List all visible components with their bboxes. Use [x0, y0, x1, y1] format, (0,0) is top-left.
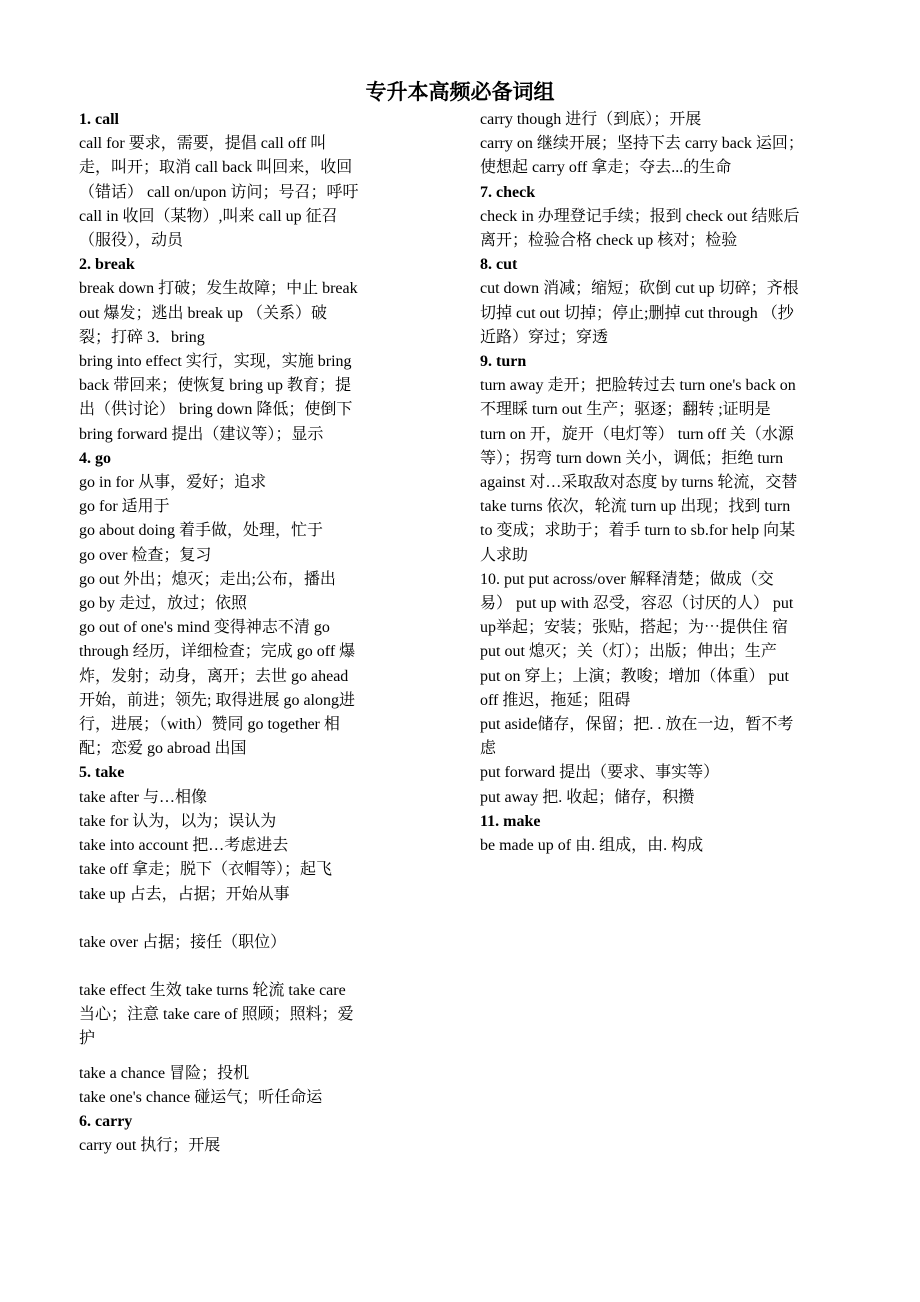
text-line: go in for 从事，爱好；追求: [79, 474, 267, 492]
text-line: put on 穿上；上演；教唆；增加（体重） put: [480, 667, 789, 685]
text-line: 走，叫开；取消 call back 叫回来，收回: [79, 159, 353, 177]
document-title: 专升本高频必备词组: [365, 80, 555, 104]
text-line: call in 收回（某物）,叫来 call up 征召: [79, 207, 338, 225]
text-line: 出（供讨论） bring down 降低；使倒下: [79, 401, 353, 419]
text-line: call for 要求，需要，提倡 call off 叫: [79, 135, 327, 153]
text-line: take a chance 冒险；投机: [79, 1064, 250, 1082]
text-line: go out 外出；熄灭；走出;公布，播出: [79, 570, 336, 588]
section-heading-go: 4. go: [79, 449, 111, 467]
section-heading-make: 11. make: [480, 812, 541, 830]
text-line: 护: [79, 1030, 96, 1048]
text-line: go for 适用于: [79, 498, 170, 516]
text-line: take over 占据；接任（职位）: [79, 933, 287, 951]
text-line: turn away 走开；把脸转过去 turn one's back on: [480, 377, 796, 395]
section-heading-check: 7. check: [480, 183, 536, 201]
text-line: take turns 依次，轮流 turn up 出现；找到 turn: [480, 498, 791, 516]
text-line: put forward 提出（要求、事实等）: [480, 764, 720, 782]
text-line: break down 打破；发生故障；中止 break: [79, 280, 358, 298]
text-line: go out of one's mind 变得神志不清 go: [79, 619, 330, 637]
text-line: bring forward 提出（建议等）；显示: [79, 425, 324, 443]
text-line: 裂；打碎 3．bring: [79, 328, 205, 346]
text-line: 易） put up with 忍受，容忍（讨厌的人） put: [480, 595, 794, 613]
text-line: 当心；注意 take care of 照顾；照料；爱: [79, 1006, 354, 1024]
text-line: take effect 生效 take turns 轮流 take care: [79, 981, 346, 999]
text-line: take one's chance 碰运气；听任命运: [79, 1088, 323, 1106]
text-line: 配；恋爱 go abroad 出国: [79, 740, 247, 758]
text-line: （错话） call on/upon 访问；号召；呼吁: [79, 183, 359, 201]
text-line: up举起；安装；张贴，搭起；为⋯提供住 宿: [480, 619, 789, 637]
text-line: go by 走过，放过；依照: [79, 595, 248, 613]
text-line: put away 把. 收起；储存，积攒: [480, 788, 695, 806]
right-column: [480, 108, 858, 858]
text-line: take after 与…相像: [79, 788, 207, 806]
text-line: off 推迟，拖延；阻碍: [480, 691, 631, 709]
section-heading-call: 1. call: [79, 111, 119, 128]
text-line: carry out 执行；开展: [79, 1137, 221, 1155]
section-heading-put: 10. put put across/over 解释清楚；做成（交: [480, 570, 774, 588]
text-line: turn on 开，旋开（电灯等） turn off 关（水源: [480, 425, 794, 443]
text-line: put out 熄灭；关（灯）；出版；伸出；生产: [480, 643, 777, 661]
text-line: against 对…采取敌对态度 by turns 轮流，交替: [480, 474, 798, 492]
text-line: take for 认为，以为；误认为: [79, 812, 277, 830]
text-line: 人求助: [480, 546, 529, 564]
text-line: to 变成；求助于；着手 turn to sb.for help 向某: [480, 522, 796, 540]
text-line: bring into effect 实行，实现，实施 bring: [79, 353, 352, 371]
text-line: 离开；检验合格 check up 核对；检验: [480, 232, 738, 250]
text-line: 切掉 cut out 切掉；停止;删掉 cut through （抄: [480, 304, 794, 322]
text-line: 使想起 carry off 拿走；夺去...的生命: [480, 159, 732, 177]
section-heading-turn: 9. turn: [480, 353, 527, 371]
text-line: take up 占去，占据；开始从事: [79, 885, 290, 903]
text-line: carry on 继续开展；坚持下去 carry back 运回；: [480, 135, 804, 153]
text-line: go about doing 着手做，处理，忙于: [79, 522, 323, 540]
text-line: take into account 把…考虑进去: [79, 837, 289, 855]
text-line: put aside储存，保留；把. . 放在一边，暂不考: [480, 716, 794, 734]
text-line: 虑: [480, 740, 497, 758]
text-line: through 经历，详细检查；完成 go off 爆: [79, 643, 356, 661]
text-line: cut down 消减；缩短；砍倒 cut up 切碎；齐根: [480, 280, 799, 298]
text-line: go over 检查；复习: [79, 546, 212, 564]
text-line: 炸，发射；动身，离开；去世 go ahead: [79, 667, 349, 685]
text-line: carry though 进行（到底）；开展: [480, 111, 702, 128]
section-heading-carry: 6. carry: [79, 1112, 133, 1130]
left-column: [79, 108, 402, 1158]
section-heading-break: 2. break: [79, 256, 135, 274]
text-line: take off 拿走；脱下（衣帽等）；起飞: [79, 861, 333, 879]
text-line: be made up of 由. 组成，由. 构成: [480, 837, 704, 855]
section-heading-take: 5. take: [79, 764, 125, 782]
section-heading-cut: 8. cut: [480, 256, 518, 274]
text-line: 行，进展；（with）赞同 go together 相: [79, 716, 340, 734]
text-line: （服役），动员: [79, 232, 184, 250]
text-line: 等）；拐弯 turn down 关小，调低；拒绝 turn: [480, 449, 784, 467]
text-line: 不理睬 turn out 生产；驱逐；翻转 ;证明是: [480, 401, 771, 419]
text-line: 近路）穿过；穿透: [480, 328, 609, 346]
text-line: back 带回来；使恢复 bring up 教育；提: [79, 377, 351, 395]
text-line: 开始，前进；领先; 取得进展 go along进: [79, 691, 355, 709]
text-line: out 爆发；逃出 break up （关系）破: [79, 304, 327, 322]
text-line: check in 办理登记手续；报到 check out 结账后: [480, 207, 800, 225]
